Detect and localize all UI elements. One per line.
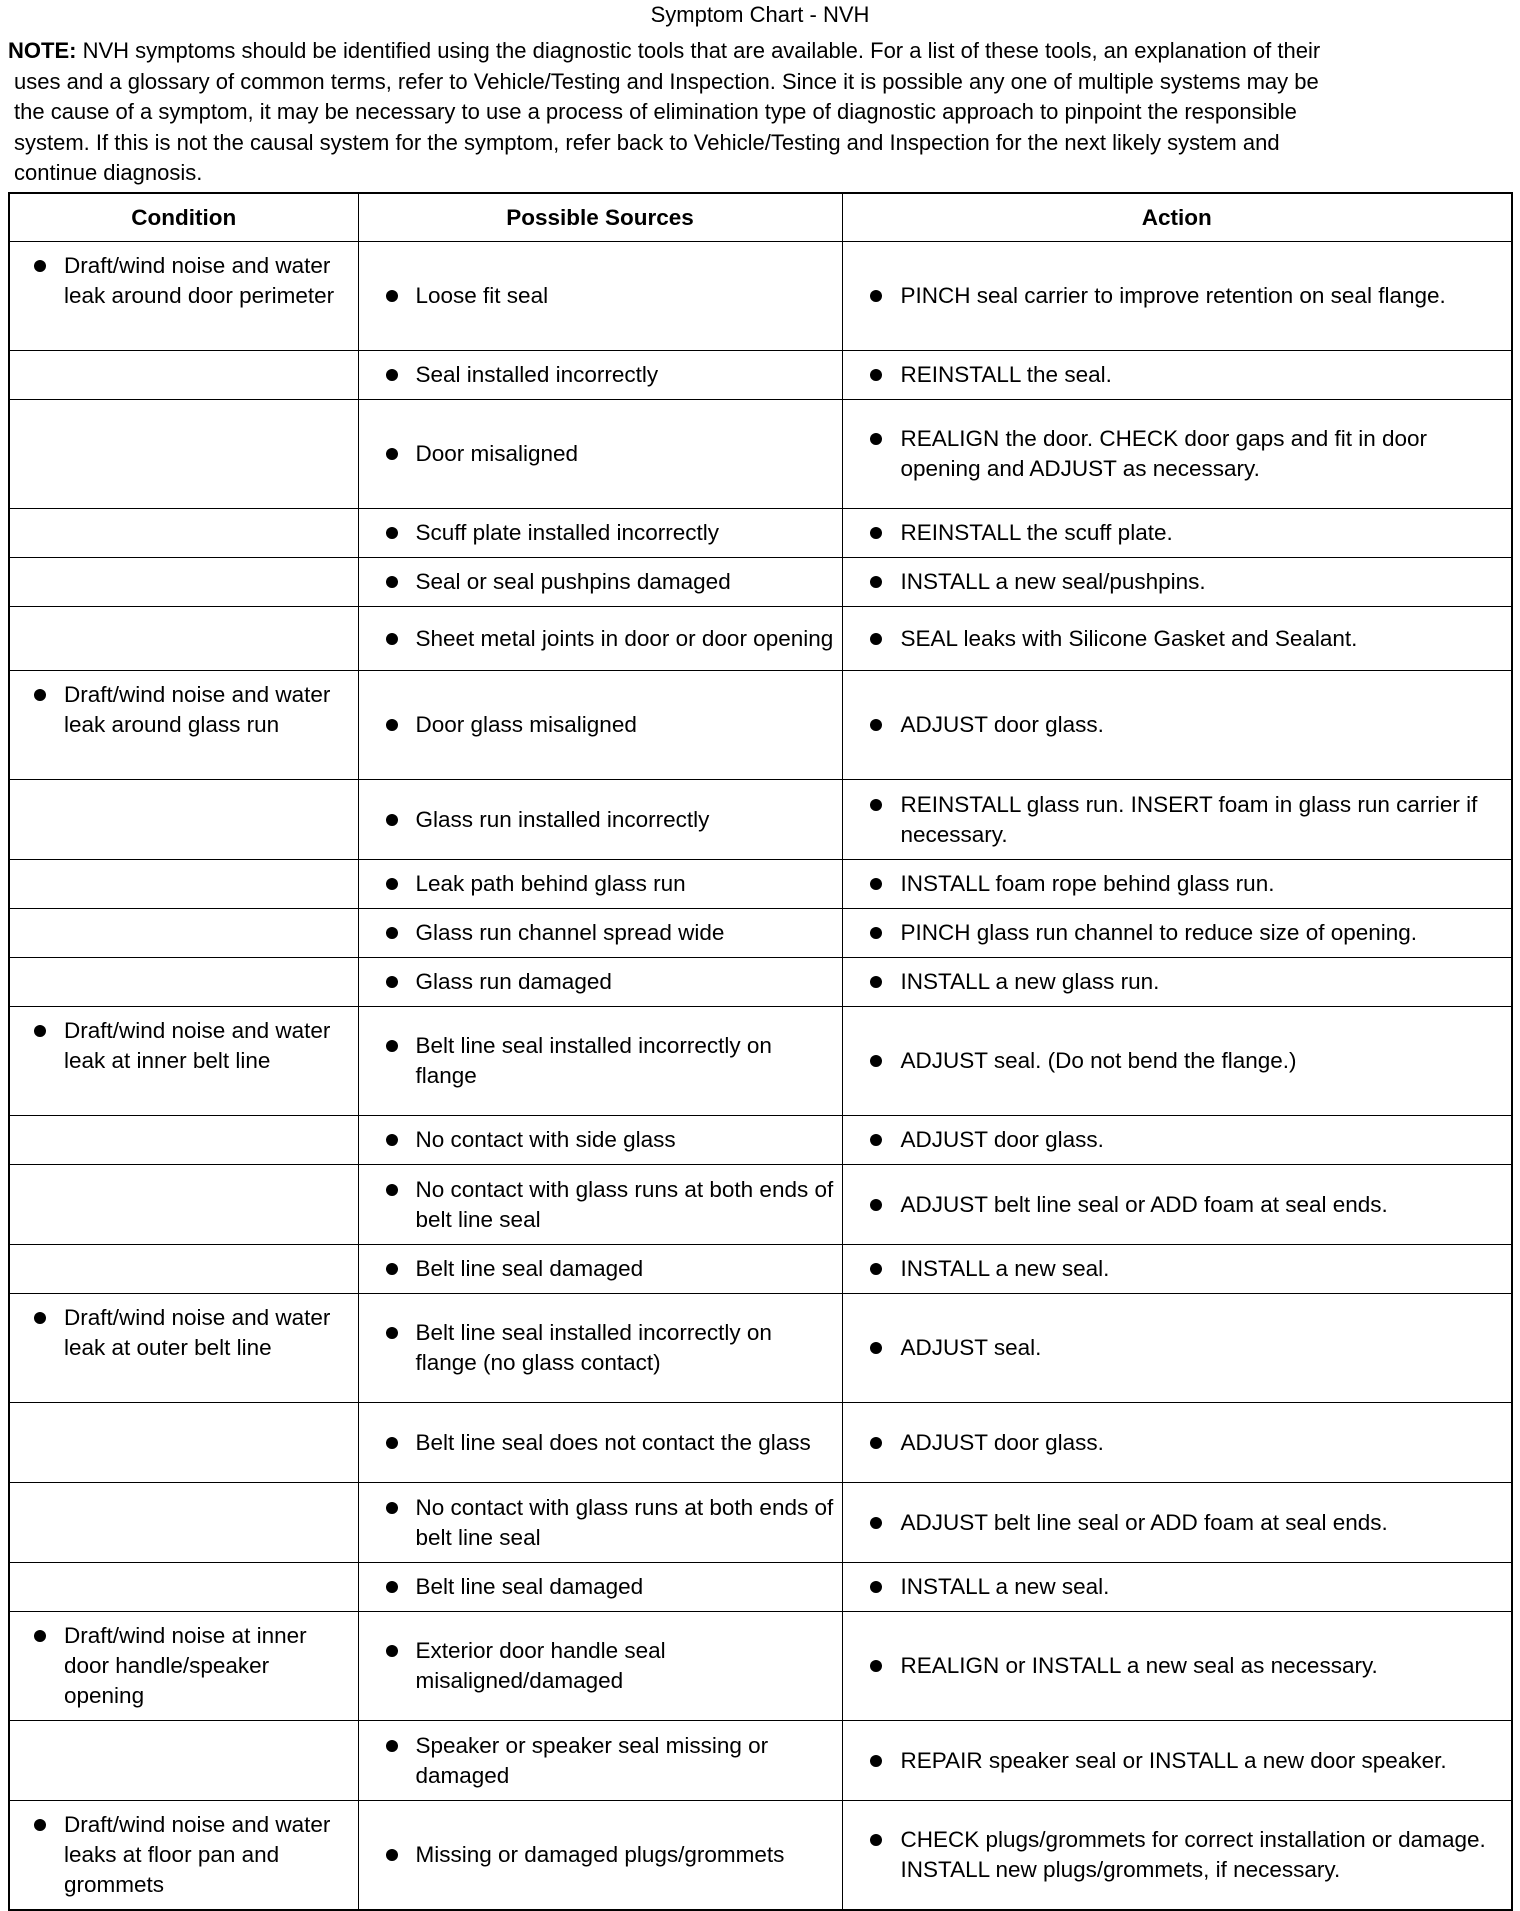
table-row [9, 1483, 1512, 1563]
action-text: INSTALL foam rope behind glass run. [900, 871, 1275, 896]
bullet-icon [870, 369, 882, 381]
source-text: Belt line seal installed incorrectly on flange (no glass contact) [415, 1320, 772, 1375]
bullet-icon [386, 1581, 398, 1593]
condition-text: Draft/wind noise at inner door handle/speaker opening [64, 1623, 307, 1708]
condition-cell-empty [9, 351, 358, 400]
condition-cell-empty [9, 558, 358, 607]
condition-text: Draft/wind noise and water leak at inner belt line [64, 1018, 331, 1073]
table-row [9, 1116, 1512, 1165]
action-cell [842, 1612, 1512, 1721]
action-cell [842, 1801, 1512, 1911]
table-row [9, 1612, 1512, 1721]
bullet-icon [870, 927, 882, 939]
condition-text: Draft/wind noise and water leak around glass run [64, 682, 331, 737]
source-text: Glass run channel spread wide [415, 920, 725, 945]
source-cell [358, 1116, 842, 1165]
source-cell [358, 1245, 842, 1294]
bullet-icon [34, 1630, 46, 1642]
action-cell [842, 1721, 1512, 1801]
bullet-icon [386, 1740, 398, 1752]
condition-cell-empty [9, 958, 358, 1007]
source-cell [358, 1483, 842, 1563]
bullet-icon [870, 976, 882, 988]
source-text: No contact with glass runs at both ends of belt line seal [415, 1494, 834, 1550]
bullet-icon [386, 878, 398, 890]
action-cell [842, 1116, 1512, 1165]
condition-cell [9, 1801, 358, 1911]
bullet-icon [870, 878, 882, 890]
bullet-icon [386, 1134, 398, 1146]
action-cell [842, 1294, 1512, 1403]
source-cell [358, 1007, 842, 1116]
bullet-icon [386, 1184, 398, 1196]
source-text: No contact with side glass [415, 1127, 676, 1152]
bullet-icon [386, 719, 398, 731]
bullet-icon [386, 576, 398, 588]
table-row [9, 1007, 1512, 1116]
bullet-icon [870, 1581, 882, 1593]
page-title: Symptom Chart - NVH [650, 2, 870, 27]
note-line: continue diagnosis. [14, 160, 203, 185]
action-text: CHECK plugs/grommets for correct installation or damage. INSTALL new plugs/grommets, if necessary. [900, 1827, 1486, 1882]
action-cell [842, 1563, 1512, 1612]
action-text: ADJUST belt line seal or ADD foam at seal ends. [900, 1509, 1388, 1535]
table-row [9, 1563, 1512, 1612]
table-row [9, 607, 1512, 671]
condition-cell [9, 242, 358, 351]
source-text: Belt line seal installed incorrectly on flange [415, 1033, 772, 1088]
condition-text: Draft/wind noise and water leaks at floor pan and grommets [64, 1812, 331, 1897]
source-text: Scuff plate installed incorrectly [415, 520, 719, 545]
condition-cell-empty [9, 509, 358, 558]
action-cell [842, 242, 1512, 351]
bullet-icon [386, 369, 398, 381]
source-cell [358, 1403, 842, 1483]
action-cell [842, 671, 1512, 780]
bullet-icon [34, 1819, 46, 1831]
condition-cell [9, 1007, 358, 1116]
action-cell [842, 509, 1512, 558]
header-condition: Condition [9, 193, 358, 242]
action-cell [842, 558, 1512, 607]
bullet-icon [386, 1327, 398, 1339]
source-cell [358, 1165, 842, 1245]
action-text: ADJUST seal. (Do not bend the flange.) [900, 1048, 1297, 1073]
table-row [9, 958, 1512, 1007]
note-line: NOTE: NVH symptoms should be identified using the diagnostic tools that are available. For a list of these tools, an explanation of their [8, 38, 1321, 63]
bullet-icon [870, 633, 882, 645]
condition-cell-empty [9, 1165, 358, 1245]
condition-cell [9, 1294, 358, 1403]
bullet-icon [870, 799, 882, 811]
action-text: REALIGN or INSTALL a new seal as necessary. [900, 1653, 1378, 1678]
bullet-icon [386, 1502, 398, 1514]
bullet-icon [386, 1263, 398, 1275]
action-cell [842, 958, 1512, 1007]
action-text: PINCH seal carrier to improve retention on seal flange. [900, 283, 1446, 308]
condition-cell [9, 671, 358, 780]
table-row [9, 1294, 1512, 1403]
source-text: No contact with glass runs at both ends of belt line seal [415, 1176, 834, 1232]
action-text: INSTALL a new seal/pushpins. [900, 569, 1206, 594]
action-cell [842, 1165, 1512, 1245]
action-text: REALIGN the door. CHECK door gaps and fit in door opening and ADJUST as necessary. [900, 426, 1428, 481]
bullet-icon [870, 1660, 882, 1672]
condition-cell-empty [9, 400, 358, 509]
condition-cell-empty [9, 1403, 358, 1483]
header-action: Action [842, 193, 1512, 242]
bullet-icon [386, 633, 398, 645]
bullet-icon [870, 1755, 882, 1767]
action-cell [842, 1007, 1512, 1116]
bullet-icon [386, 1849, 398, 1861]
action-text: ADJUST door glass. [900, 1429, 1104, 1455]
note-label: NOTE: [8, 38, 77, 63]
action-cell [842, 909, 1512, 958]
condition-cell-empty [9, 607, 358, 671]
action-text: ADJUST belt line seal or ADD foam at seal ends. [900, 1191, 1388, 1217]
table-body [9, 242, 1512, 1911]
source-text: Glass run installed incorrectly [415, 806, 710, 832]
source-cell [358, 909, 842, 958]
condition-cell-empty [9, 860, 358, 909]
source-text: Door misaligned [415, 441, 579, 466]
bullet-icon [870, 527, 882, 539]
condition-cell-empty [9, 1721, 358, 1801]
bullet-icon [34, 1025, 46, 1037]
source-text: Belt line seal damaged [415, 1256, 644, 1281]
action-text: INSTALL a new seal. [900, 1574, 1110, 1599]
action-text: SEAL leaks with Silicone Gasket and Sealant. [900, 625, 1358, 651]
bullet-icon [386, 1040, 398, 1052]
note-line: system. If this is not the causal system for the symptom, refer back to Vehicle/Testing and Inspection for the next likely system and [14, 129, 1280, 155]
action-cell [842, 1245, 1512, 1294]
action-text: ADJUST door glass. [900, 1127, 1104, 1152]
action-text: ADJUST door glass. [900, 712, 1104, 737]
source-text: Missing or damaged plugs/grommets [415, 1842, 785, 1867]
bullet-icon [34, 1312, 46, 1324]
header-possible-sources: Possible Sources [358, 193, 842, 242]
source-cell [358, 1612, 842, 1721]
table-row [9, 780, 1512, 860]
bullet-icon [386, 927, 398, 939]
source-text: Seal or seal pushpins damaged [415, 569, 731, 594]
source-text: Speaker or speaker seal missing or damaged [415, 1732, 769, 1788]
source-text: Belt line seal damaged [415, 1574, 644, 1599]
source-cell [358, 509, 842, 558]
table-row [9, 558, 1512, 607]
action-text: INSTALL a new glass run. [900, 969, 1160, 994]
source-cell [358, 607, 842, 671]
bullet-icon [870, 1437, 882, 1449]
bullet-icon [386, 448, 398, 460]
source-text: Leak path behind glass run [415, 871, 686, 896]
bullet-icon [34, 689, 46, 701]
condition-cell-empty [9, 1483, 358, 1563]
bullet-icon [386, 1645, 398, 1657]
action-cell [842, 860, 1512, 909]
condition-text: Draft/wind noise and water leak at outer belt line [64, 1305, 331, 1360]
note-paragraph [8, 36, 1508, 189]
table-row [9, 1721, 1512, 1801]
table-row [9, 909, 1512, 958]
source-text: Glass run damaged [415, 969, 612, 994]
action-text: REINSTALL the seal. [900, 362, 1112, 387]
action-text: REINSTALL the scuff plate. [900, 520, 1173, 545]
condition-cell [9, 1612, 358, 1721]
source-text: Belt line seal does not contact the glass [415, 1429, 811, 1455]
source-cell [358, 1801, 842, 1911]
table-row [9, 351, 1512, 400]
bullet-icon [386, 1437, 398, 1449]
source-cell [358, 1563, 842, 1612]
action-cell [842, 780, 1512, 860]
bullet-icon [870, 576, 882, 588]
source-text: Exterior door handle seal misaligned/damaged [415, 1638, 666, 1693]
action-cell [842, 607, 1512, 671]
action-text: ADJUST seal. [900, 1335, 1042, 1360]
action-text: REPAIR speaker seal or INSTALL a new door speaker. [900, 1747, 1447, 1773]
bullet-icon [870, 1199, 882, 1211]
table-row [9, 1403, 1512, 1483]
bullet-icon [386, 290, 398, 302]
source-cell [358, 558, 842, 607]
condition-cell-empty [9, 780, 358, 860]
action-text: INSTALL a new seal. [900, 1256, 1110, 1281]
bullet-icon [870, 719, 882, 731]
table-row [9, 1801, 1512, 1911]
bullet-icon [34, 260, 46, 272]
action-cell [842, 1403, 1512, 1483]
source-cell [358, 958, 842, 1007]
bullet-icon [870, 1055, 882, 1067]
action-text: PINCH glass run channel to reduce size of opening. [900, 920, 1418, 945]
source-text: Loose fit seal [415, 283, 549, 308]
action-text: REINSTALL glass run. INSERT foam in glass run carrier if necessary. [900, 791, 1478, 847]
source-cell [358, 351, 842, 400]
source-cell [358, 860, 842, 909]
action-cell [842, 1483, 1512, 1563]
bullet-icon [870, 1342, 882, 1354]
bullet-icon [386, 814, 398, 826]
condition-cell-empty [9, 1245, 358, 1294]
bullet-icon [386, 527, 398, 539]
bullet-icon [870, 1517, 882, 1529]
symptom-chart-table [8, 192, 1513, 1911]
table-row [9, 671, 1512, 780]
table-row [9, 242, 1512, 351]
bullet-icon [870, 1834, 882, 1846]
condition-cell-empty [9, 909, 358, 958]
table-row [9, 1165, 1512, 1245]
source-cell [358, 780, 842, 860]
source-cell [358, 671, 842, 780]
bullet-icon [870, 1134, 882, 1146]
bullet-icon [870, 1263, 882, 1275]
action-cell [842, 351, 1512, 400]
condition-cell-empty [9, 1563, 358, 1612]
condition-text: Draft/wind noise and water leak around door perimeter [64, 253, 335, 308]
source-cell [358, 242, 842, 351]
table-row [9, 1245, 1512, 1294]
bullet-icon [870, 290, 882, 302]
source-text: Sheet metal joints in door or door opening [415, 625, 834, 651]
source-cell [358, 1294, 842, 1403]
source-text: Door glass misaligned [415, 712, 637, 737]
table-header-row [9, 193, 1512, 242]
bullet-icon [386, 976, 398, 988]
note-line: uses and a glossary of common terms, refer to Vehicle/Testing and Inspection. Since it is possible any one of multiple systems may be [14, 68, 1319, 94]
note-line: the cause of a symptom, it may be necessary to use a process of elimination type of diagnostic approach to pinpoint the responsible [14, 99, 1297, 124]
table-row [9, 509, 1512, 558]
bullet-icon [870, 433, 882, 445]
action-cell [842, 400, 1512, 509]
source-cell [358, 1721, 842, 1801]
table-row [9, 860, 1512, 909]
table-row [9, 400, 1512, 509]
source-cell [358, 400, 842, 509]
condition-cell-empty [9, 1116, 358, 1165]
source-text: Seal installed incorrectly [415, 362, 659, 387]
